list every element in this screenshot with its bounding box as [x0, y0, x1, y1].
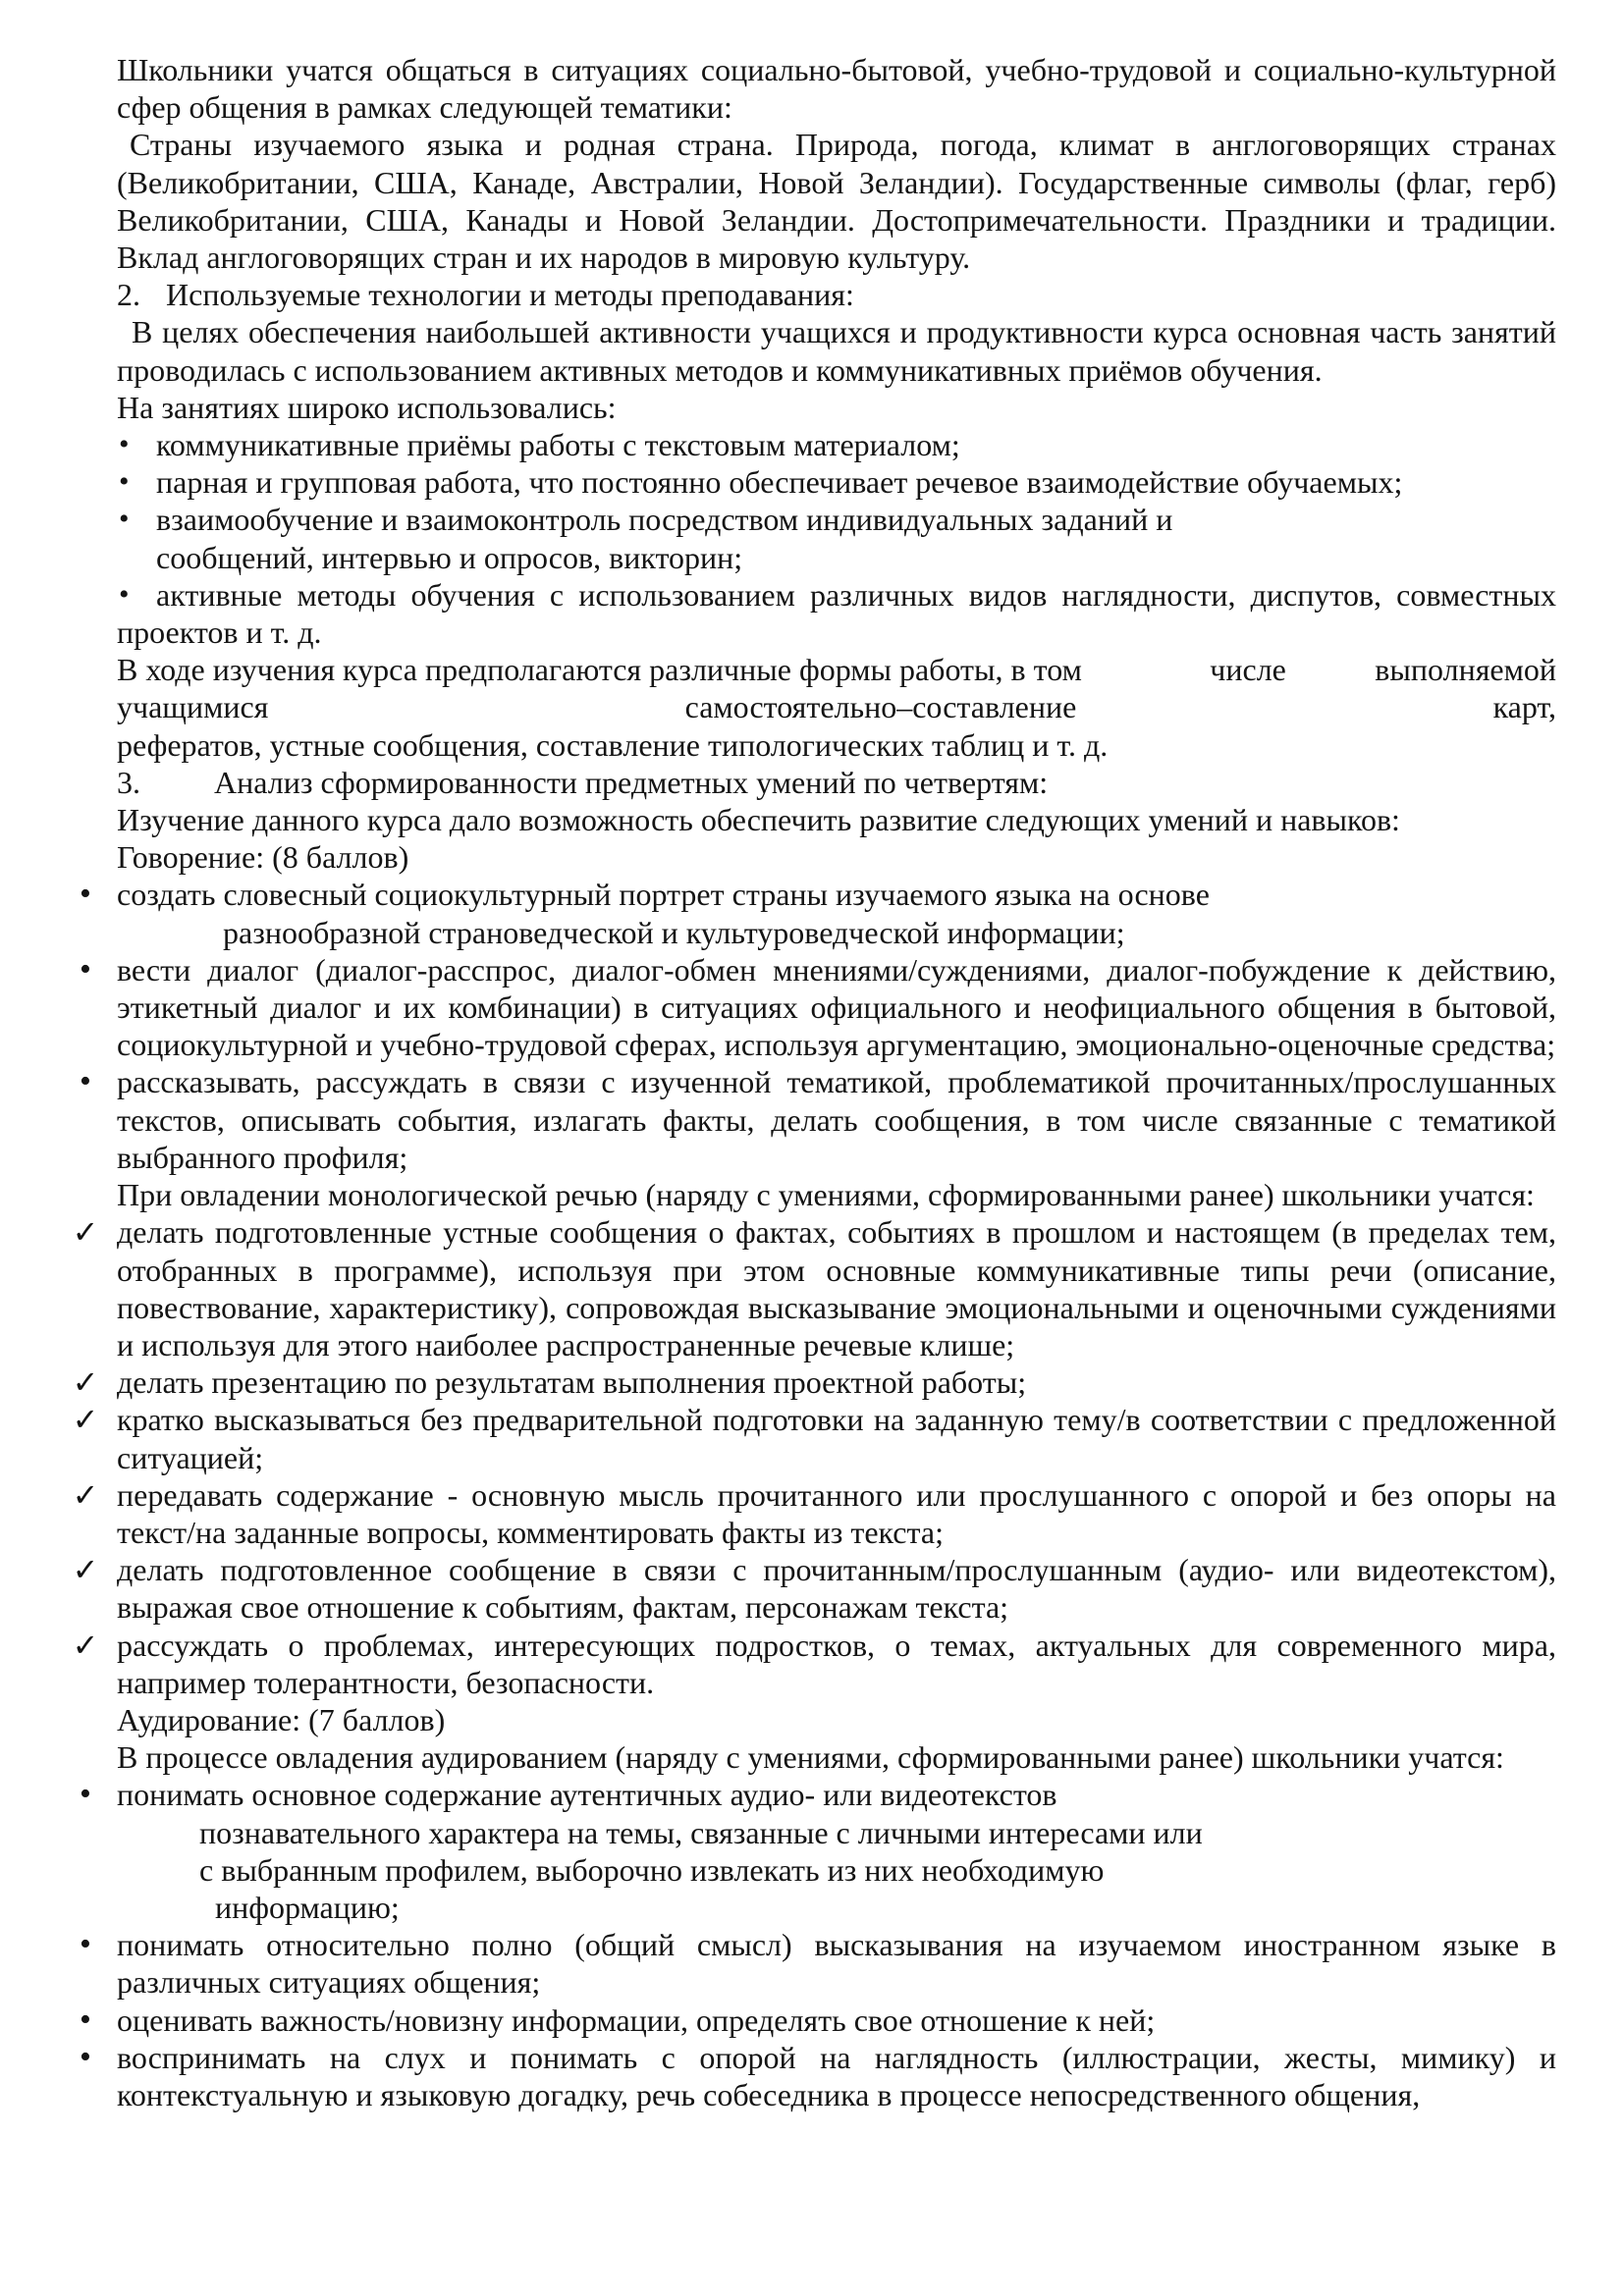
list-item [117, 463, 1556, 501]
speaking-heading: Говорение: (8 баллов) [117, 839, 409, 876]
check-icon: ✓ [72, 1476, 99, 1513]
bullet-icon: • [80, 1926, 91, 1963]
list-item [72, 1476, 1556, 1551]
bullet-icon: • [80, 2001, 91, 2038]
forms-paragraph-line-1 [117, 651, 1556, 688]
bullet-icon: • [80, 950, 91, 988]
section-heading-2 [117, 276, 1556, 313]
skills-intro: Изучение данного курса дало возможность обеспечить развитие следующих умений и навыков: [117, 802, 1400, 838]
list-item [117, 501, 1556, 538]
list-item-text: делать презентацию по результатам выполнения проектной работы; [117, 1364, 1027, 1401]
bullet-icon: • [80, 1776, 91, 1813]
list-item-text: кратко высказываться без предварительной подготовки на заданную тему/в соответствии с предложенной ситуацией; [117, 1402, 1556, 1475]
list-item [80, 950, 1556, 1064]
check-icon: ✓ [72, 1214, 99, 1251]
list-item [80, 2038, 1556, 2113]
bullet-icon: • [80, 2038, 91, 2075]
list-item-text: с выбранным профилем, выборочно извлекать из них необходимую [199, 1851, 1105, 1888]
forms-paragraph-line-3: рефератов, устные сообщения, составление типологических таблиц и т. д. [117, 726, 1109, 763]
list-item [117, 426, 1556, 463]
bullet-icon: • [119, 428, 130, 461]
list-item-text: коммуникативные приёмы работы с текстовым материалом; [156, 427, 960, 463]
list-item-text: делать подготовленные устные сообщения о фактах, событиях в прошлом и настоящем (в пределах тем, отобранных в программе), используя при этом основные коммуникативные типы речи (описание, повествование, характеристику), сопровождая высказывание эмоциональными и оценочными суждениями и используя для этого наиболее распространенные речевые клише; [117, 1214, 1556, 1362]
section-title: Используемые технологии и методы преподавания: [166, 277, 854, 313]
check-icon: ✓ [72, 1627, 99, 1663]
list-item-text: воспринимать на слух и понимать с опорой на наглядность (иллюстрации, жесты, мимику) и контекстуальную и языковую догадку, речь собеседника в процессе непосредственного общения, [117, 2039, 1556, 2112]
list-item [80, 1063, 1556, 1176]
bullet-icon: • [119, 465, 130, 499]
list-item-text: создать словесный социокультурный портрет страны изучаемого языка на основе [117, 877, 1210, 913]
text-fragment: самостоятельно–составление [684, 689, 1077, 725]
list-item-text: познавательного характера на темы, связанные с личными интересами или [199, 1814, 1203, 1850]
bullet-icon: • [80, 1063, 91, 1100]
list-item [80, 876, 1556, 950]
text-fragment: карт, [1492, 689, 1556, 725]
topics-paragraph: Страны изучаемого языка и родная страна. Природа, погода, климат в англоговорящих странах (Великобритании, США, Канаде, Австралии, Новой Зеландии). Государственные символы (флаг, герб) Великобритании, США, Канады и Новой Зеландии. Достопримечательности. Праздники и традиции. Вклад англоговорящих стран и их народов в мировую культуру. [117, 127, 1556, 276]
list-item-text: передавать содержание - основную мысль прочитанного или прослушанного с опорой и без опоры на текст/на заданные вопросы, комментировать факты из текста; [117, 1476, 1556, 1550]
check-icon: ✓ [72, 1364, 99, 1401]
methods-paragraph: В целях обеспечения наибольшей активности учащихся и продуктивности курса основная часть занятий проводилась с использованием активных методов и коммуникативных приёмов обучения. [117, 314, 1556, 388]
bullet-icon: • [119, 503, 130, 536]
forms-paragraph-line-2 [117, 688, 1556, 725]
list-item-text: сообщений, интервью и опросов, викторин; [156, 539, 743, 575]
list-item [72, 1627, 1556, 1701]
methods-intro: На занятиях широко использовались: [117, 389, 617, 425]
list-item [80, 1776, 1556, 1926]
list-item [72, 1363, 1556, 1401]
check-icon: ✓ [72, 1402, 99, 1438]
list-item-text: информацию; [215, 1889, 400, 1925]
list-item [80, 1926, 1556, 2001]
list-item-text: оценивать важность/новизну информации, определять свое отношение к ней; [117, 2002, 1156, 2038]
section-heading-3 [117, 764, 1556, 801]
listening-heading: Аудирование: (7 баллов) [117, 1701, 446, 1737]
monologue-intro: При овладении монологической речью (наряду с умениями, сформированными ранее) школьники учатся: [117, 1177, 1535, 1213]
document-body [72, 51, 1556, 2113]
check-icon: ✓ [72, 1552, 99, 1588]
list-item-continuation [117, 539, 1556, 576]
section-title: Анализ сформированности предметных умений по четвертям: [214, 764, 1049, 800]
list-item-text: понимать относительно полно (общий смысл) высказывания на изучаемом иностранном языке в различных ситуациях общения; [117, 1927, 1556, 2001]
list-item-text: рассказывать, рассуждать в связи с изученной тематикой, проблематикой прочитанных/прослушанных текстов, описывать события, излагать факты, делать сообщения, в том числе связанные с тематикой выбранного профиля; [117, 1064, 1556, 1175]
bullet-icon: • [80, 876, 91, 913]
section-number: 3. [117, 764, 140, 800]
list-item [72, 1401, 1556, 1475]
section-number: 2. [117, 277, 140, 313]
bullet-icon: • [119, 577, 130, 611]
list-item-text: вести диалог (диалог-расспрос, диалог-обмен мнениями/суждениями, диалог-побуждение к действию, этикетный диалог и их комбинации) в ситуациях официального и неофициального общения в бытовой, социокультурной и учебно-трудовой сферах, используя аргументацию, эмоционально-оценочные средства; [117, 951, 1556, 1063]
text-fragment: числе [1210, 652, 1286, 688]
list-item-text: понимать основное содержание аутентичных аудио- или видеотекстов [117, 1777, 1057, 1813]
list-item [72, 1213, 1556, 1363]
list-item [72, 1551, 1556, 1626]
list-item-text: делать подготовленное сообщение в связи с прочитанным/прослушанным (аудио- или видеотекстом), выражая свое отношение к событиям, фактам, персонажам текста; [117, 1552, 1556, 1626]
list-item [80, 2001, 1556, 2039]
list-item-text: разнообразной страноведческой и культуроведческой информации; [223, 914, 1125, 950]
list-item-text: рассуждать о проблемах, интересующих подростков, о темах, актуальных для современного мира, например толерантности, безопасности. [117, 1627, 1556, 1700]
list-item-text: активные методы обучения с использованием различных видов наглядности, диспутов, совместных проектов и т. д. [117, 576, 1556, 651]
listening-intro: В процессе овладения аудированием (наряду с умениями, сформированными ранее) школьники учатся: [117, 1739, 1504, 1776]
text-fragment: выполняемой [1375, 652, 1556, 688]
list-item-text: парная и групповая работа, что постоянно обеспечивает речевое взаимодействие обучаемых; [156, 464, 1403, 501]
list-item-text: взаимообучение и взаимоконтроль посредством индивидуальных заданий и [156, 502, 1173, 538]
list-item [117, 576, 1556, 651]
text-fragment: В ходе изучения курса предполагаются различные формы работы, в том [117, 652, 1082, 688]
text-fragment: учащимися [117, 689, 269, 725]
intro-paragraph: Школьники учатся общаться в ситуациях социально-бытовой, учебно-трудовой и социально-культурной сфер общения в рамках следующей тематики: [117, 52, 1556, 126]
